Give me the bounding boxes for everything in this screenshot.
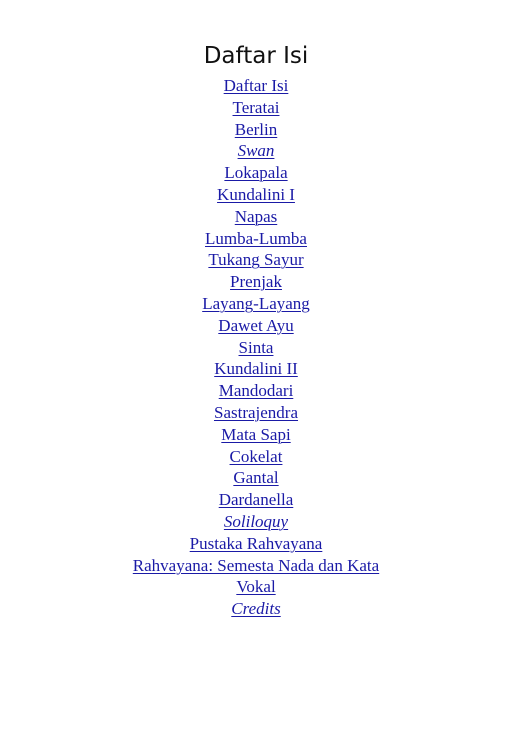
list-item bbox=[0, 97, 512, 119]
toc-link[interactable]: Cokelat bbox=[229, 446, 283, 466]
toc-link[interactable]: Gantal bbox=[233, 468, 279, 488]
list-item bbox=[0, 555, 512, 577]
list-item bbox=[0, 511, 512, 533]
list-item bbox=[0, 119, 512, 141]
toc-link[interactable]: Kundalini I bbox=[217, 184, 295, 204]
list-item bbox=[0, 75, 512, 97]
list-item bbox=[0, 337, 512, 359]
table-of-contents bbox=[0, 75, 512, 620]
toc-link[interactable]: Layang-Layang bbox=[202, 293, 310, 313]
list-item bbox=[0, 358, 512, 380]
toc-link[interactable]: Vokal bbox=[236, 577, 276, 597]
list-item bbox=[0, 598, 512, 620]
toc-link[interactable]: Mandodari bbox=[218, 381, 294, 401]
toc-link[interactable]: Soliloquy bbox=[223, 511, 289, 531]
toc-link[interactable]: Mata Sapi bbox=[221, 424, 291, 444]
toc-link[interactable]: Prenjak bbox=[230, 272, 282, 292]
page-title: Daftar Isi bbox=[203, 43, 309, 69]
toc-link[interactable]: Sinta bbox=[238, 337, 274, 357]
toc-link[interactable]: Berlin bbox=[234, 119, 278, 139]
toc-link[interactable]: Kundalini II bbox=[214, 359, 298, 379]
list-item bbox=[0, 184, 512, 206]
list-item bbox=[0, 293, 512, 315]
list-item bbox=[0, 489, 512, 511]
list-item bbox=[0, 249, 512, 271]
toc-link[interactable]: Teratai bbox=[232, 97, 280, 117]
list-item bbox=[0, 162, 512, 184]
toc-link[interactable]: Lokapala bbox=[224, 163, 288, 183]
toc-link[interactable]: Dardanella bbox=[218, 490, 294, 510]
toc-link[interactable]: Pustaka Rahvayana bbox=[189, 533, 323, 553]
list-item bbox=[0, 467, 512, 489]
list-item bbox=[0, 380, 512, 402]
list-item bbox=[0, 402, 512, 424]
toc-link[interactable]: Dawet Ayu bbox=[218, 315, 294, 335]
list-item bbox=[0, 271, 512, 293]
toc-link[interactable]: Rahvayana: Semesta Nada dan Kata bbox=[132, 555, 380, 575]
toc-link[interactable]: Swan bbox=[237, 141, 275, 161]
toc-link[interactable]: Napas bbox=[234, 206, 278, 226]
list-item bbox=[0, 424, 512, 446]
list-item bbox=[0, 228, 512, 250]
list-item bbox=[0, 576, 512, 598]
toc-link[interactable]: Tukang Sayur bbox=[208, 250, 304, 270]
toc-link[interactable]: Lumba-Lumba bbox=[205, 228, 307, 248]
list-item bbox=[0, 533, 512, 555]
list-item bbox=[0, 446, 512, 468]
list-item bbox=[0, 206, 512, 228]
toc-link[interactable]: Sastrajendra bbox=[213, 402, 299, 422]
list-item bbox=[0, 140, 512, 162]
toc-link[interactable]: Credits bbox=[231, 599, 281, 619]
toc-link[interactable]: Daftar Isi bbox=[223, 76, 289, 95]
list-item bbox=[0, 315, 512, 337]
